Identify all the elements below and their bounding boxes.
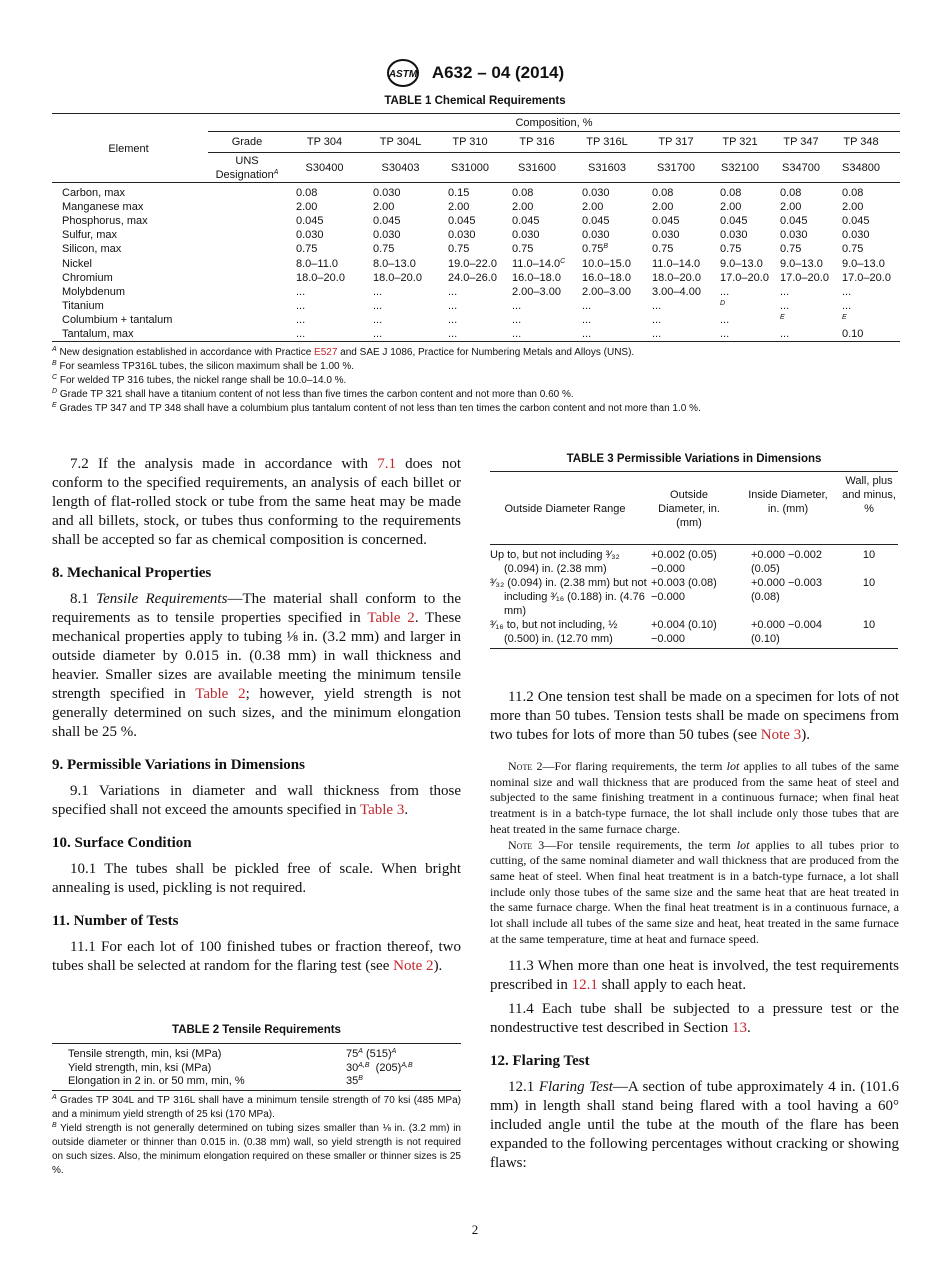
- table1-cell: 0.75: [512, 243, 534, 256]
- link-table-2[interactable]: Table 2: [367, 610, 415, 626]
- link-table-2-b[interactable]: Table 2: [195, 686, 246, 702]
- table1-cell: ...: [296, 285, 306, 298]
- table1-cell: 16.0–18.0: [582, 271, 631, 284]
- table1-cell: 0.045: [582, 215, 610, 228]
- section-8-heading: 8. Mechanical Properties: [52, 565, 212, 581]
- table1-cell: 0.08: [512, 187, 534, 199]
- table1-cell: 2.00: [448, 201, 470, 214]
- table2-label: Yield strength, min, ksi (MPa): [68, 1061, 212, 1074]
- footnote-mark: A: [391, 1048, 397, 1055]
- table1-cell: 0.045: [652, 215, 680, 228]
- table1-comp-rule: [208, 131, 900, 132]
- table1-cell: 0.08: [780, 187, 802, 199]
- footnote-mark: C: [560, 257, 566, 265]
- uns-cell: S34800: [842, 162, 880, 174]
- element-name: Columbium + tantalum: [62, 313, 173, 326]
- table3-range: ³⁄₁₆ to, but not including, ½ (0.500) in. (12.70 mm): [490, 619, 618, 645]
- footnote-mark: A: [358, 1048, 363, 1055]
- table1-cell: ...: [780, 285, 790, 298]
- table3-od: +0.004 (0.10) −0.000: [651, 619, 717, 645]
- table3-range: Up to, but not including ³⁄₃₂ (0.094) in. (2.38 mm): [490, 549, 620, 575]
- table1-cell: ...: [780, 328, 790, 340]
- link-7-1[interactable]: 7.1: [377, 456, 396, 472]
- footnote-mark: A,B: [358, 1061, 370, 1069]
- section-9-heading: 9. Permissible Variations in Dimensions: [52, 757, 305, 773]
- uns-cell: S34700: [782, 162, 820, 174]
- footnote-mark: D: [52, 388, 58, 395]
- table1-cell: ...: [296, 313, 306, 326]
- table1-cell: [720, 299, 725, 313]
- table1-cell: 8.0–13.0: [373, 257, 416, 270]
- table1-cell: 2.00: [780, 201, 802, 214]
- table1-cell: 8.0–11.0: [296, 257, 339, 270]
- table1-cell: [842, 313, 847, 327]
- table1-cell: 0.15: [448, 187, 470, 199]
- table1-cell: 0.045: [780, 215, 808, 228]
- table1-footnote: $^E$ Grades TP 347 and TP 348 shall have a columbium plus tantalum content of not less than ten times the carbon content and not more than 1.0 %.: [52, 402, 701, 414]
- table3-header-id: Inside Diameter, in. (mm): [748, 489, 828, 515]
- table1-cell: 0.08: [652, 187, 674, 199]
- table1-cell: ...: [296, 299, 306, 312]
- table3-id: +0.000 −0.002 (0.05): [751, 549, 822, 575]
- element-name: Chromium: [62, 271, 113, 284]
- footnote-mark: A,B: [401, 1061, 413, 1069]
- table1-footnote: $^C$ For welded TP 316 tubes, the nickel range shall be 10.0–14.0 %.: [52, 374, 347, 386]
- table2-bottom-rule: [52, 1090, 461, 1091]
- table1-cell: 2.00: [373, 201, 395, 214]
- uns-header: UNS Designation$^A$: [215, 155, 279, 181]
- table1-cell: 10.0–15.0: [582, 257, 631, 270]
- note-2: Note 2—For flaring requirements, the term lot applies to all tubes of the same nominal size and wall thickness that are produced from the same heat of steel and subjected to the same finishing treatment in a continuous furnace; when final heat treatment is in a batch-type furnace, the lot shall include only those tubes that are heat treated in the same furnace charge.: [490, 759, 900, 836]
- footnote-mark: A: [52, 346, 57, 353]
- table1-cell: 2.00–3.00: [512, 285, 561, 298]
- grade-cell: TP 304: [306, 136, 343, 148]
- table1-cell: 0.045: [512, 215, 540, 228]
- uns-cell: S31603: [588, 162, 626, 174]
- table1-cell: 11.0–14.0: [652, 257, 701, 270]
- section-11-heading: 11. Number of Tests: [52, 913, 179, 929]
- link-table-3[interactable]: Table 3: [359, 802, 405, 818]
- table1-header-rule: [52, 182, 900, 183]
- footnote-mark: B: [358, 1075, 363, 1082]
- footnote-mark: E: [52, 402, 57, 409]
- footnote-mark: D: [720, 299, 726, 307]
- table1-cell: 0.030: [780, 229, 808, 242]
- table1-cell: ...: [512, 299, 522, 312]
- link-e527[interactable]: E527: [314, 347, 338, 358]
- element-name: Manganese max: [62, 201, 144, 214]
- table1-cell: 0.030: [582, 187, 610, 199]
- table1-cell: 9.0–13.0: [720, 257, 763, 270]
- table3-header-wall: Wall, plus and minus, %: [842, 475, 896, 515]
- element-name: Silicon, max: [62, 243, 122, 256]
- grade-cell: TP 321: [722, 136, 758, 148]
- footnote-mark: E: [842, 313, 847, 321]
- link-12-1[interactable]: 12.1: [571, 977, 598, 994]
- table1-cell: 18.0–20.0: [652, 271, 701, 284]
- table2-value: $75^A$ $(515)^A$: [346, 1048, 397, 1060]
- table1-footnote: $^B$ For seamless TP316L tubes, the silicon maximum shall be 1.00 %.: [52, 360, 355, 372]
- table1-footnote: $^D$ Grade TP 321 shall have a titanium content of not less than five times the carbon content and not more than 0.60 %.: [52, 388, 574, 400]
- table1-cell: 0.045: [373, 215, 401, 228]
- element-header: Element: [108, 143, 149, 155]
- composition-label: Composition, %: [515, 117, 593, 129]
- note-3: Note 3—For tensile requirements, the term lot applies to all tubes prior to cutting, of the same nominal diameter and wall thickness that are produced from the same heat of steel. When final heat treatment is in a batch-type furnace, a lot shall include only those tubes of the same size and the same heat that are heat treated in the same furnace charge. When the final heat treatment is in a continuous furnace, a lot shall include all tubes of the same size and heat, heat treated in the same furnace at the same temperature, time at heat and furnace speed.: [490, 837, 899, 946]
- para-7-2: 7.2 If the analysis made in accordance with 7.1 does not conform to the specified requirements, an analysis of each billet or length of flat-rolled stock or tube from the same heat may be made and all billets, stock, or tubes thus conforming to the requirements shall be accepted so far as chemical composition is concerned.: [52, 456, 461, 548]
- table1-cell: 18.0–20.0: [373, 271, 422, 284]
- table3-id: +0.000 −0.003 (0.08): [751, 577, 822, 603]
- right-column: [490, 688, 899, 1173]
- logo-text: ASTM: [388, 69, 417, 80]
- table1-cell: ...: [373, 299, 383, 312]
- table1-cell: ...: [652, 313, 662, 326]
- table1-cell: 17.0–20.0: [842, 271, 891, 284]
- para-12-1: 12.1 Flaring Test—A section of tube approximately 4 in. (101.6 mm) in length shall stand being flared with a tool having a 60° included angle until the tube at the mouth of the flare has been expanded to the following percentages without cracking or showing flaws:: [490, 1079, 899, 1172]
- table1-grade-rule: [208, 152, 900, 153]
- table1-cell: ...: [842, 299, 852, 312]
- grade-cell: TP 316: [519, 136, 555, 148]
- element-name: Sulfur, max: [62, 229, 118, 242]
- table1-cell: ...: [652, 299, 662, 312]
- para-9-1: 9.1 Variations in diameter and wall thickness from those specified shall not exceed the amounts specified in Table 3.: [52, 783, 461, 818]
- element-name: Nickel: [62, 257, 92, 270]
- astm-logo-icon: [386, 58, 420, 88]
- table3-header-rule: [490, 544, 898, 545]
- table1-cell: 0.045: [448, 215, 476, 228]
- para-11-2: 11.2 One tension test shall be made on a specimen for lots of not more than 50 tubes. Tension tests shall be made on specimens from two tubes for lots of more than 50 tubes (see Note 3).: [490, 689, 899, 743]
- table1-cell: 2.00: [582, 201, 604, 214]
- table3-id: +0.000 −0.004 (0.10): [751, 619, 822, 645]
- table3-wall: 10: [862, 619, 876, 631]
- table1-cell: 0.10: [842, 328, 864, 340]
- table2-footnote: $^B$ Yield strength is not generally determined on tubing sizes smaller than ⅛ in. (3.2 mm) in outside diameter or thinner than 0.015 in. (0.38 mm) wall, so yield strength is not required on such sizes. Also, the minimum elongation required on these smaller or thinner sizes is 25 %.: [52, 1122, 461, 1176]
- table2-label: Tensile strength, min, ksi (MPa): [68, 1048, 222, 1060]
- table1-cell: 2.00: [652, 201, 674, 214]
- uns-cell: S31600: [518, 162, 556, 174]
- table1-cell: 0.75: [296, 243, 318, 256]
- table1-cell: 17.0–20.0: [780, 271, 829, 284]
- uns-cell: S31000: [451, 162, 489, 174]
- table1-cell: 2.00: [842, 201, 864, 214]
- link-note-2[interactable]: Note 2: [393, 958, 434, 974]
- table1-cell: ...: [512, 313, 522, 326]
- table1-cell: $0.75^B$: [582, 243, 609, 256]
- grade-cell: TP 348: [843, 136, 879, 148]
- uns-cell: S30400: [305, 162, 344, 174]
- table1-cell: ...: [582, 299, 592, 312]
- table3-od: +0.003 (0.08) −0.000: [651, 577, 717, 603]
- table1-caption: TABLE 1 Chemical Requirements: [384, 95, 566, 107]
- table3-wall: 10: [862, 549, 876, 561]
- table1-cell: ...: [448, 285, 458, 298]
- table1-cell: 17.0–20.0: [720, 271, 769, 284]
- table1-cell: 0.75: [448, 243, 470, 256]
- table1-cell: ...: [720, 285, 730, 298]
- table2-value: $30^{A,B}$ $(205)^{A,B}$: [346, 1061, 413, 1074]
- table1-top-rule: [52, 113, 900, 114]
- table1-footnotes: [52, 346, 912, 416]
- table1-cell: ...: [582, 328, 592, 340]
- table1-cell: 0.045: [296, 215, 324, 228]
- grade-cell: TP 310: [452, 136, 488, 148]
- page-number: 2: [471, 1222, 479, 1237]
- section-10-heading: 10. Surface Condition: [52, 835, 192, 851]
- footnote-mark: B: [52, 360, 57, 367]
- table1-cell: ...: [448, 313, 458, 326]
- table1-cell: ...: [373, 285, 383, 298]
- table3-caption: TABLE 3 Permissible Variations in Dimensions: [566, 453, 822, 465]
- table2-top-rule: [52, 1043, 461, 1044]
- document-id: A632 – 04 (2014): [431, 63, 565, 82]
- table1-cell: ...: [720, 313, 730, 326]
- table3-od: +0.002 (0.05) −0.000: [651, 549, 717, 575]
- left-column: [52, 455, 461, 976]
- footnote-mark: E: [780, 313, 785, 321]
- table1-cell: ...: [296, 328, 306, 340]
- link-note-3[interactable]: Note 3: [760, 727, 802, 743]
- table1-cell: ...: [512, 328, 522, 340]
- element-name: Molybdenum: [62, 285, 125, 298]
- element-name: Tantalum, max: [62, 328, 134, 340]
- table1-cell: 0.75: [720, 243, 742, 256]
- para-11-3: 11.3 When more than one heat is involved, the test requirements prescribed in 12.1 shall apply to each heat.: [490, 958, 899, 994]
- table1-cell: 0.030: [296, 229, 324, 242]
- para-11-1: 11.1 For each lot of 100 finished tubes or fraction thereof, two tubes shall be selected at random for the flaring test (see Note 2).: [52, 939, 461, 974]
- table1-cell: ...: [373, 313, 383, 326]
- table2-label: Elongation in 2 in. or 50 mm, min, %: [68, 1075, 245, 1087]
- table1-cell: 18.0–20.0: [296, 271, 345, 284]
- footnote-mark: C: [52, 374, 58, 381]
- table1-cell: 2.00: [512, 201, 534, 214]
- table1-cell: 0.030: [842, 229, 870, 242]
- table1-cell: ...: [373, 328, 383, 340]
- grade-cell: TP 317: [658, 136, 694, 148]
- table1-cell: 0.75: [780, 243, 802, 256]
- table1-cell: 0.030: [652, 229, 680, 242]
- element-name: Phosphorus, max: [62, 215, 148, 228]
- uns-cell: S30403: [381, 162, 420, 174]
- table1-cell: 0.08: [842, 187, 864, 199]
- table1-cell: 19.0–22.0: [448, 257, 497, 270]
- table1-cell: 0.030: [373, 229, 401, 242]
- table1-cell: 0.75: [373, 243, 395, 256]
- table1-bottom-rule: [52, 341, 900, 342]
- table1-cell: ...: [780, 299, 790, 312]
- grade-header: Grade: [231, 136, 263, 148]
- table1-cell: [780, 313, 785, 327]
- table1-cell: 0.030: [512, 229, 540, 242]
- table3-top-rule: [490, 471, 898, 472]
- table1-cell: 3.00–4.00: [652, 285, 701, 298]
- table1-cell: 0.030: [720, 229, 748, 242]
- para-8-1: 8.1 Tensile Requirements—The material shall conform to the requirements as to tensile properties specified in Table 2. These mechanical properties apply to tubing ⅛ in. (3.2 mm) and larger in outside diameter by 0.015 in. (0.38 mm) in wall thickness and heavier. Smaller sizes are available meeting the minimum tensile strength specified in Table 2; however, yield strength is not generally determined on such sizes, and the minimum elongation shall be 25 %.: [52, 591, 462, 740]
- element-name: Carbon, max: [62, 187, 125, 199]
- table1-cell: 0.030: [373, 187, 401, 199]
- table1-cell: ...: [842, 285, 852, 298]
- para-10-1: 10.1 The tubes shall be pickled free of scale. When bright annealing is used, pickling is not required.: [52, 861, 461, 896]
- uns-cell: S32100: [721, 162, 759, 174]
- table1-cell: 0.08: [296, 187, 318, 199]
- table1-cell: 9.0–13.0: [780, 257, 823, 270]
- footnote-mark: B: [603, 243, 609, 251]
- table1-cell: ...: [448, 299, 458, 312]
- table1-cell: 2.00: [296, 201, 318, 214]
- table1-cell: 2.00: [720, 201, 742, 214]
- table3-header-od: Outside Diameter, in. (mm): [658, 489, 720, 529]
- table1-cell: 0.045: [842, 215, 870, 228]
- table1-cell: ...: [582, 313, 592, 326]
- grade-cell: TP 316L: [586, 136, 628, 148]
- table1-cell: 9.0–13.0: [842, 257, 885, 270]
- table1-cell: 2.00–3.00: [582, 285, 631, 298]
- table1-cell: ...: [720, 328, 730, 340]
- table2-footnote: $^A$ Grades TP 304L and TP 316L shall have a minimum tensile strength of 70 ksi (485 MPa) and a minimum yield strength of 25 ksi (170 MPa).: [52, 1094, 461, 1120]
- table1-cell: 0.030: [582, 229, 610, 242]
- element-name: Titanium: [62, 299, 104, 312]
- table1-cell: 0.75: [652, 243, 674, 256]
- footnote-mark: A: [52, 1094, 57, 1101]
- grade-cell: TP 304L: [379, 136, 422, 148]
- table1-cell: 0.08: [720, 187, 742, 199]
- table3-range: ³⁄₃₂ (0.094) in. (2.38 mm) but not including ³⁄₁₆ (0.188) in. (4.76 mm): [490, 577, 647, 617]
- table1-cell: 16.0–18.0: [512, 271, 561, 284]
- table1-cell: ...: [652, 328, 662, 340]
- table3-header-range: Outside Diameter Range: [504, 503, 626, 515]
- table3-wall: 10: [862, 577, 876, 589]
- table1-cell: 24.0–26.0: [448, 271, 497, 284]
- link-section-13[interactable]: 13: [732, 1020, 748, 1037]
- table1-cell: $11.0-14.0^C$: [512, 257, 566, 270]
- table1-cell: 0.045: [720, 215, 748, 228]
- para-11-4: 11.4 Each tube shall be subjected to a pressure test or the nondestructive test described in Section 13.: [490, 1001, 899, 1037]
- table2-value: $35^B$: [346, 1075, 363, 1087]
- section-12-heading: 12. Flaring Test: [490, 1053, 590, 1070]
- table1-cell: 0.030: [448, 229, 476, 242]
- table1-footnote: $^A$ New designation established in accordance with Practice E527 and SAE J 1086, Practice for Numbering Metals and Alloys (UNS).: [52, 346, 635, 358]
- table1-cell: 0.75: [842, 243, 864, 256]
- table3-bottom-rule: [490, 648, 898, 649]
- grade-cell: TP 347: [783, 136, 819, 148]
- uns-cell: S31700: [657, 162, 695, 174]
- page-header: [0, 58, 950, 88]
- table2-footnotes: [52, 1094, 461, 1178]
- table2-caption: TABLE 2 Tensile Requirements: [172, 1024, 341, 1036]
- footnote-mark: B: [52, 1122, 57, 1129]
- table1-cell: ...: [448, 328, 458, 340]
